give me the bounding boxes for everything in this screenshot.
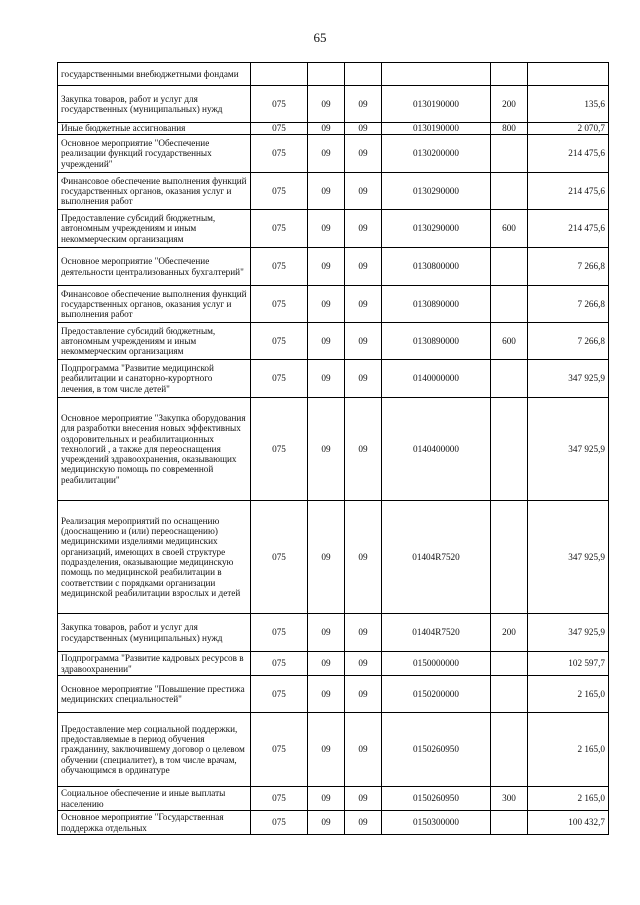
row-section-code [308,63,345,86]
row-amount: 347 925,9 [528,501,609,614]
row-expense-type-code [491,360,528,398]
table-row [58,787,609,811]
row-name-cell: Предоставление субсидий бюджетным, автономным учреждениям и иным некоммерческим организациям [58,323,251,360]
row-amount: 2 165,0 [528,787,609,811]
row-target-code: 0130890000 [382,323,491,360]
row-name-cell: Предоставление субсидий бюджетным, автономным учреждениям и иным некоммерческим организациям [58,210,251,248]
table-row [58,676,609,713]
row-ministry-code: 075 [251,210,308,248]
row-name-cell: государственными внебюджетными фондами [58,63,251,86]
row-name-cell: Основное мероприятие "Обеспечение реализации функций государственных учреждений" [58,135,251,173]
table-row [58,248,609,286]
row-section-code: 09 [308,248,345,286]
row-name-cell: Закупка товаров, работ и услуг для государственных (муниципальных) нужд [58,614,251,652]
table-row [58,652,609,676]
row-expense-type-code: 800 [491,123,528,135]
row-amount: 2 165,0 [528,676,609,713]
table-row [58,398,609,501]
row-name-cell: Финансовое обеспечение выполнения функций государственных органов, оказания услуг и выполнения работ [58,286,251,323]
row-subsection-code: 09 [345,398,382,501]
row-section-code: 09 [308,286,345,323]
row-ministry-code: 075 [251,787,308,811]
row-expense-type-code [491,676,528,713]
row-ministry-code: 075 [251,501,308,614]
row-section-code: 09 [308,135,345,173]
row-ministry-code: 075 [251,86,308,123]
table-row [58,286,609,323]
row-name-cell: Подпрограмма "Развитие медицинской реабилитации и санаторно-курортного лечения, в том числе детей" [58,360,251,398]
row-expense-type-code [491,652,528,676]
table-row [58,210,609,248]
row-target-code: 0140000000 [382,360,491,398]
row-section-code: 09 [308,123,345,135]
row-section-code: 09 [308,323,345,360]
row-name-cell: Закупка товаров, работ и услуг для государственных (муниципальных) нужд [58,86,251,123]
row-target-code: 0150200000 [382,676,491,713]
table-row [58,501,609,614]
row-subsection-code: 09 [345,248,382,286]
row-ministry-code: 075 [251,652,308,676]
row-ministry-code: 075 [251,173,308,210]
row-amount: 214 475,6 [528,173,609,210]
row-target-code: 0140400000 [382,398,491,501]
row-name-cell: Реализация мероприятий по оснащению (дооснащению и (или) переоснащению) медицинскими изделиями медицинских организаций, имеющих в своей структуре подразделения, оказывающие медицинскую помощь по медицинской реабилитации в соответствии с порядками организации медицинской реабилитации взрослых и детей [58,501,251,614]
row-subsection-code: 09 [345,614,382,652]
table-row [58,86,609,123]
row-target-code: 0150300000 [382,811,491,835]
table-row [58,811,609,835]
row-section-code: 09 [308,501,345,614]
row-expense-type-code: 600 [491,323,528,360]
row-ministry-code: 075 [251,676,308,713]
row-amount: 214 475,6 [528,210,609,248]
row-subsection-code: 09 [345,286,382,323]
row-section-code: 09 [308,210,345,248]
row-subsection-code: 09 [345,210,382,248]
row-subsection-code: 09 [345,811,382,835]
row-ministry-code: 075 [251,713,308,787]
row-target-code: 0130290000 [382,210,491,248]
row-expense-type-code [491,286,528,323]
row-section-code: 09 [308,811,345,835]
row-target-code: 0130290000 [382,173,491,210]
row-ministry-code: 075 [251,123,308,135]
row-name-cell: Социальное обеспечение и иные выплаты населению [58,787,251,811]
row-subsection-code: 09 [345,713,382,787]
row-amount: 2 165,0 [528,713,609,787]
row-amount: 347 925,9 [528,614,609,652]
row-subsection-code: 09 [345,123,382,135]
row-expense-type-code: 200 [491,86,528,123]
row-target-code [382,63,491,86]
row-ministry-code: 075 [251,286,308,323]
row-amount: 135,6 [528,86,609,123]
table-row [58,135,609,173]
row-expense-type-code [491,248,528,286]
row-subsection-code: 09 [345,787,382,811]
row-section-code: 09 [308,173,345,210]
row-section-code: 09 [308,652,345,676]
row-amount: 214 475,6 [528,135,609,173]
row-amount: 7 266,8 [528,286,609,323]
row-target-code: 0150000000 [382,652,491,676]
row-expense-type-code [491,713,528,787]
row-name-cell: Подпрограмма "Развитие кадровых ресурсов в здравоохранении" [58,652,251,676]
row-target-code: 0130800000 [382,248,491,286]
row-section-code: 09 [308,398,345,501]
row-amount: 347 925,9 [528,360,609,398]
row-ministry-code: 075 [251,248,308,286]
row-amount [528,63,609,86]
row-target-code: 01404R7520 [382,501,491,614]
row-expense-type-code [491,501,528,614]
table-row [58,614,609,652]
row-subsection-code: 09 [345,135,382,173]
row-section-code: 09 [308,86,345,123]
row-name-cell: Основное мероприятие "Повышение престижа медицинских специальностей" [58,676,251,713]
row-name-cell: Финансовое обеспечение выполнения функций государственных органов, оказания услуг и выполнения работ [58,173,251,210]
row-amount: 347 925,9 [528,398,609,501]
row-ministry-code: 075 [251,135,308,173]
table-row [58,323,609,360]
row-ministry-code: 075 [251,398,308,501]
table-row [58,123,609,135]
row-name-cell: Основное мероприятие "Государственная поддержка отдельных [58,811,251,835]
table-row [58,63,609,86]
row-expense-type-code [491,63,528,86]
row-ministry-code: 075 [251,614,308,652]
row-subsection-code: 09 [345,86,382,123]
row-section-code: 09 [308,676,345,713]
row-expense-type-code: 300 [491,787,528,811]
row-subsection-code: 09 [345,501,382,614]
row-ministry-code: 075 [251,811,308,835]
row-target-code: 0130190000 [382,123,491,135]
row-amount: 7 266,8 [528,323,609,360]
row-subsection-code: 09 [345,323,382,360]
row-amount: 7 266,8 [528,248,609,286]
row-subsection-code: 09 [345,652,382,676]
row-expense-type-code [491,811,528,835]
table-row [58,173,609,210]
row-expense-type-code [491,135,528,173]
row-target-code: 01404R7520 [382,614,491,652]
row-section-code: 09 [308,614,345,652]
row-expense-type-code [491,173,528,210]
budget-table [57,62,609,835]
row-target-code: 0130190000 [382,86,491,123]
row-name-cell: Иные бюджетные ассигнования [58,123,251,135]
budget-table-body [58,63,609,835]
row-target-code: 0150260950 [382,787,491,811]
row-ministry-code [251,63,308,86]
row-section-code: 09 [308,787,345,811]
table-row [58,360,609,398]
row-target-code: 0130200000 [382,135,491,173]
row-amount: 100 432,7 [528,811,609,835]
row-subsection-code: 09 [345,360,382,398]
row-name-cell: Основное мероприятие "Закупка оборудования для разработки внесения новых эффективных оздоровительных и реабилитационных технологий , а также для переоснащения учреждений здравоохранения, оказывающих медицинскую помощь по современной реабилитации" [58,398,251,501]
row-ministry-code: 075 [251,360,308,398]
row-subsection-code: 09 [345,676,382,713]
row-subsection-code [345,63,382,86]
row-name-cell: Предоставление мер социальной поддержки, предоставляемые в период обучения гражданину, заключившему договор о целевом обучении (специалитет), в том числе врачам, обучающимся в ординатуре [58,713,251,787]
table-row [58,713,609,787]
page-number: 65 [313,30,327,45]
row-amount: 2 070,7 [528,123,609,135]
row-section-code: 09 [308,360,345,398]
row-expense-type-code: 200 [491,614,528,652]
row-subsection-code: 09 [345,173,382,210]
row-ministry-code: 075 [251,323,308,360]
row-target-code: 0130890000 [382,286,491,323]
row-name-cell: Основное мероприятие "Обеспечение деятельности централизованных бухгалтерий" [58,248,251,286]
row-section-code: 09 [308,713,345,787]
row-expense-type-code: 600 [491,210,528,248]
row-amount: 102 597,7 [528,652,609,676]
row-expense-type-code [491,398,528,501]
row-target-code: 0150260950 [382,713,491,787]
